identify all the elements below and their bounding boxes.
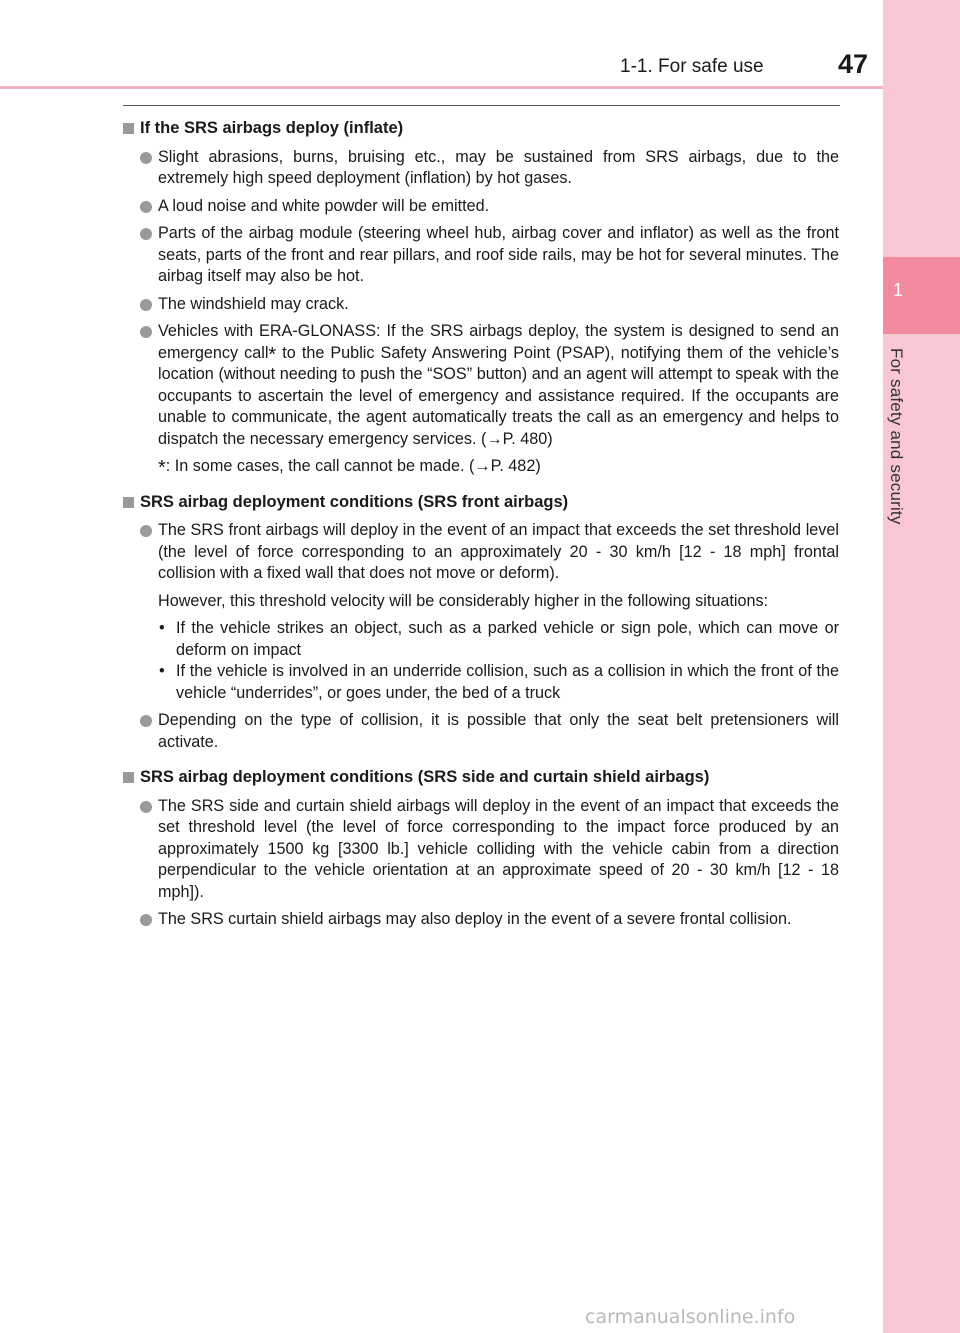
page-content	[123, 118, 839, 937]
section-heading-front-airbags	[123, 492, 839, 514]
page-number: 47	[838, 49, 869, 79]
sub-list-item-text: If the vehicle strikes an object, such as a parked vehicle or sign pole, which can move or deform on impact	[176, 619, 839, 659]
list-item-text: The windshield may crack.	[158, 294, 349, 313]
footer-watermark: carmanualsonline.info	[585, 1306, 796, 1328]
dot-bullet-icon: •	[159, 619, 165, 637]
square-bullet-icon	[123, 497, 134, 508]
content-top-rule	[123, 105, 840, 106]
sub-list-item	[123, 618, 839, 661]
footnote	[123, 456, 839, 478]
heading-text: SRS airbag deployment conditions (SRS side and curtain shield airbags)	[140, 768, 710, 786]
section-title: 1-1. For safe use	[620, 56, 764, 77]
circle-bullet-icon	[140, 801, 152, 813]
list-item	[123, 909, 839, 931]
list-item	[123, 796, 839, 904]
chapter-side-tab	[883, 0, 960, 1333]
square-bullet-icon	[123, 123, 134, 134]
paragraph: However, this threshold velocity will be considerably higher in the following situations:	[158, 591, 769, 610]
list-item	[123, 196, 839, 218]
list-item	[123, 710, 839, 753]
list-item-text: Vehicles with ERA-GLONASS: If the SRS airbags deploy, the system is designed to send an emergency call	[158, 322, 839, 362]
circle-bullet-icon	[140, 326, 152, 338]
circle-bullet-icon	[140, 299, 152, 311]
footnote-text: : In some cases, the call cannot be made. (→P. 482)	[165, 457, 541, 475]
list-item-text: The SRS front airbags will deploy in the event of an impact that exceeds the set threshold level (the level of force corresponding to an approximately 20 - 30 km/h [12 - 18 mph] frontal collision with a fixed wall that does not move or deform).	[158, 521, 839, 582]
list-item	[123, 294, 839, 316]
footnote-mark: *	[158, 457, 166, 479]
list-item-text-continued: to the Public Safety Answering Point (PSAP), notifying them of the vehicle’s location (without needing to push the “SOS” button) and an agent will attempt to speak with the occupants to ascertain the level of emergency and assistance required. If the occupants are unable to communicate, the agent automatically treats the call as an emergency and helps to dispatch the necessary emergency services. (→P. 480)	[158, 343, 839, 448]
section-heading-airbags-deploy	[123, 118, 839, 140]
list-item	[123, 520, 839, 585]
list-item-text: The SRS side and curtain shield airbags will deploy in the event of an impact that exceeds the set threshold level (the level of force corresponding to the impact force produced by an approximately 1500 kg [3300 lb.] vehicle colliding with the vehicle cabin from a direction perpendicular to the vehicle orientation at an approximate speed of 20 - 30 km/h [12 - 18 mph]).	[158, 796, 839, 901]
sub-list-item-text: If the vehicle is involved in an underride collision, such as a collision in which the front of the vehicle “underrides”, or goes under, the bed of a truck	[176, 662, 839, 702]
list-item	[123, 147, 839, 190]
circle-bullet-icon	[140, 228, 152, 240]
section-heading-side-curtain-airbags	[123, 767, 839, 789]
footnote-asterisk: *	[268, 343, 277, 366]
list-item	[123, 223, 839, 288]
list-item-text: Slight abrasions, burns, bruising etc., may be sustained from SRS airbags, due to the extremely high speed deployment (inflation) by hot gases.	[158, 147, 839, 187]
circle-bullet-icon	[140, 914, 152, 926]
circle-bullet-icon	[140, 525, 152, 537]
circle-bullet-icon	[140, 715, 152, 727]
heading-text: If the SRS airbags deploy (inflate)	[140, 119, 404, 137]
list-item-era-glonass	[123, 321, 839, 450]
dot-bullet-icon: •	[159, 662, 165, 680]
sub-list-item	[123, 661, 839, 704]
list-item-text: The SRS curtain shield airbags may also deploy in the event of a severe frontal collision.	[158, 910, 792, 928]
circle-bullet-icon	[140, 201, 152, 213]
chapter-number: 1	[892, 280, 903, 300]
square-bullet-icon	[123, 772, 134, 783]
list-item-text: Depending on the type of collision, it is possible that only the seat belt pretensioners will activate.	[158, 711, 839, 751]
list-item-text: A loud noise and white powder will be emitted.	[158, 196, 490, 215]
chapter-label: For safety and security	[887, 348, 906, 525]
header-divider	[0, 86, 883, 89]
circle-bullet-icon	[140, 152, 152, 164]
list-item-text: Parts of the airbag module (steering wheel hub, airbag cover and inflator) as well as the front seats, parts of the front and rear pillars, and roof side rails, may be hot for several minutes. The airbag itself may also be hot.	[158, 224, 839, 285]
heading-text: SRS airbag deployment conditions (SRS front airbags)	[140, 492, 569, 511]
